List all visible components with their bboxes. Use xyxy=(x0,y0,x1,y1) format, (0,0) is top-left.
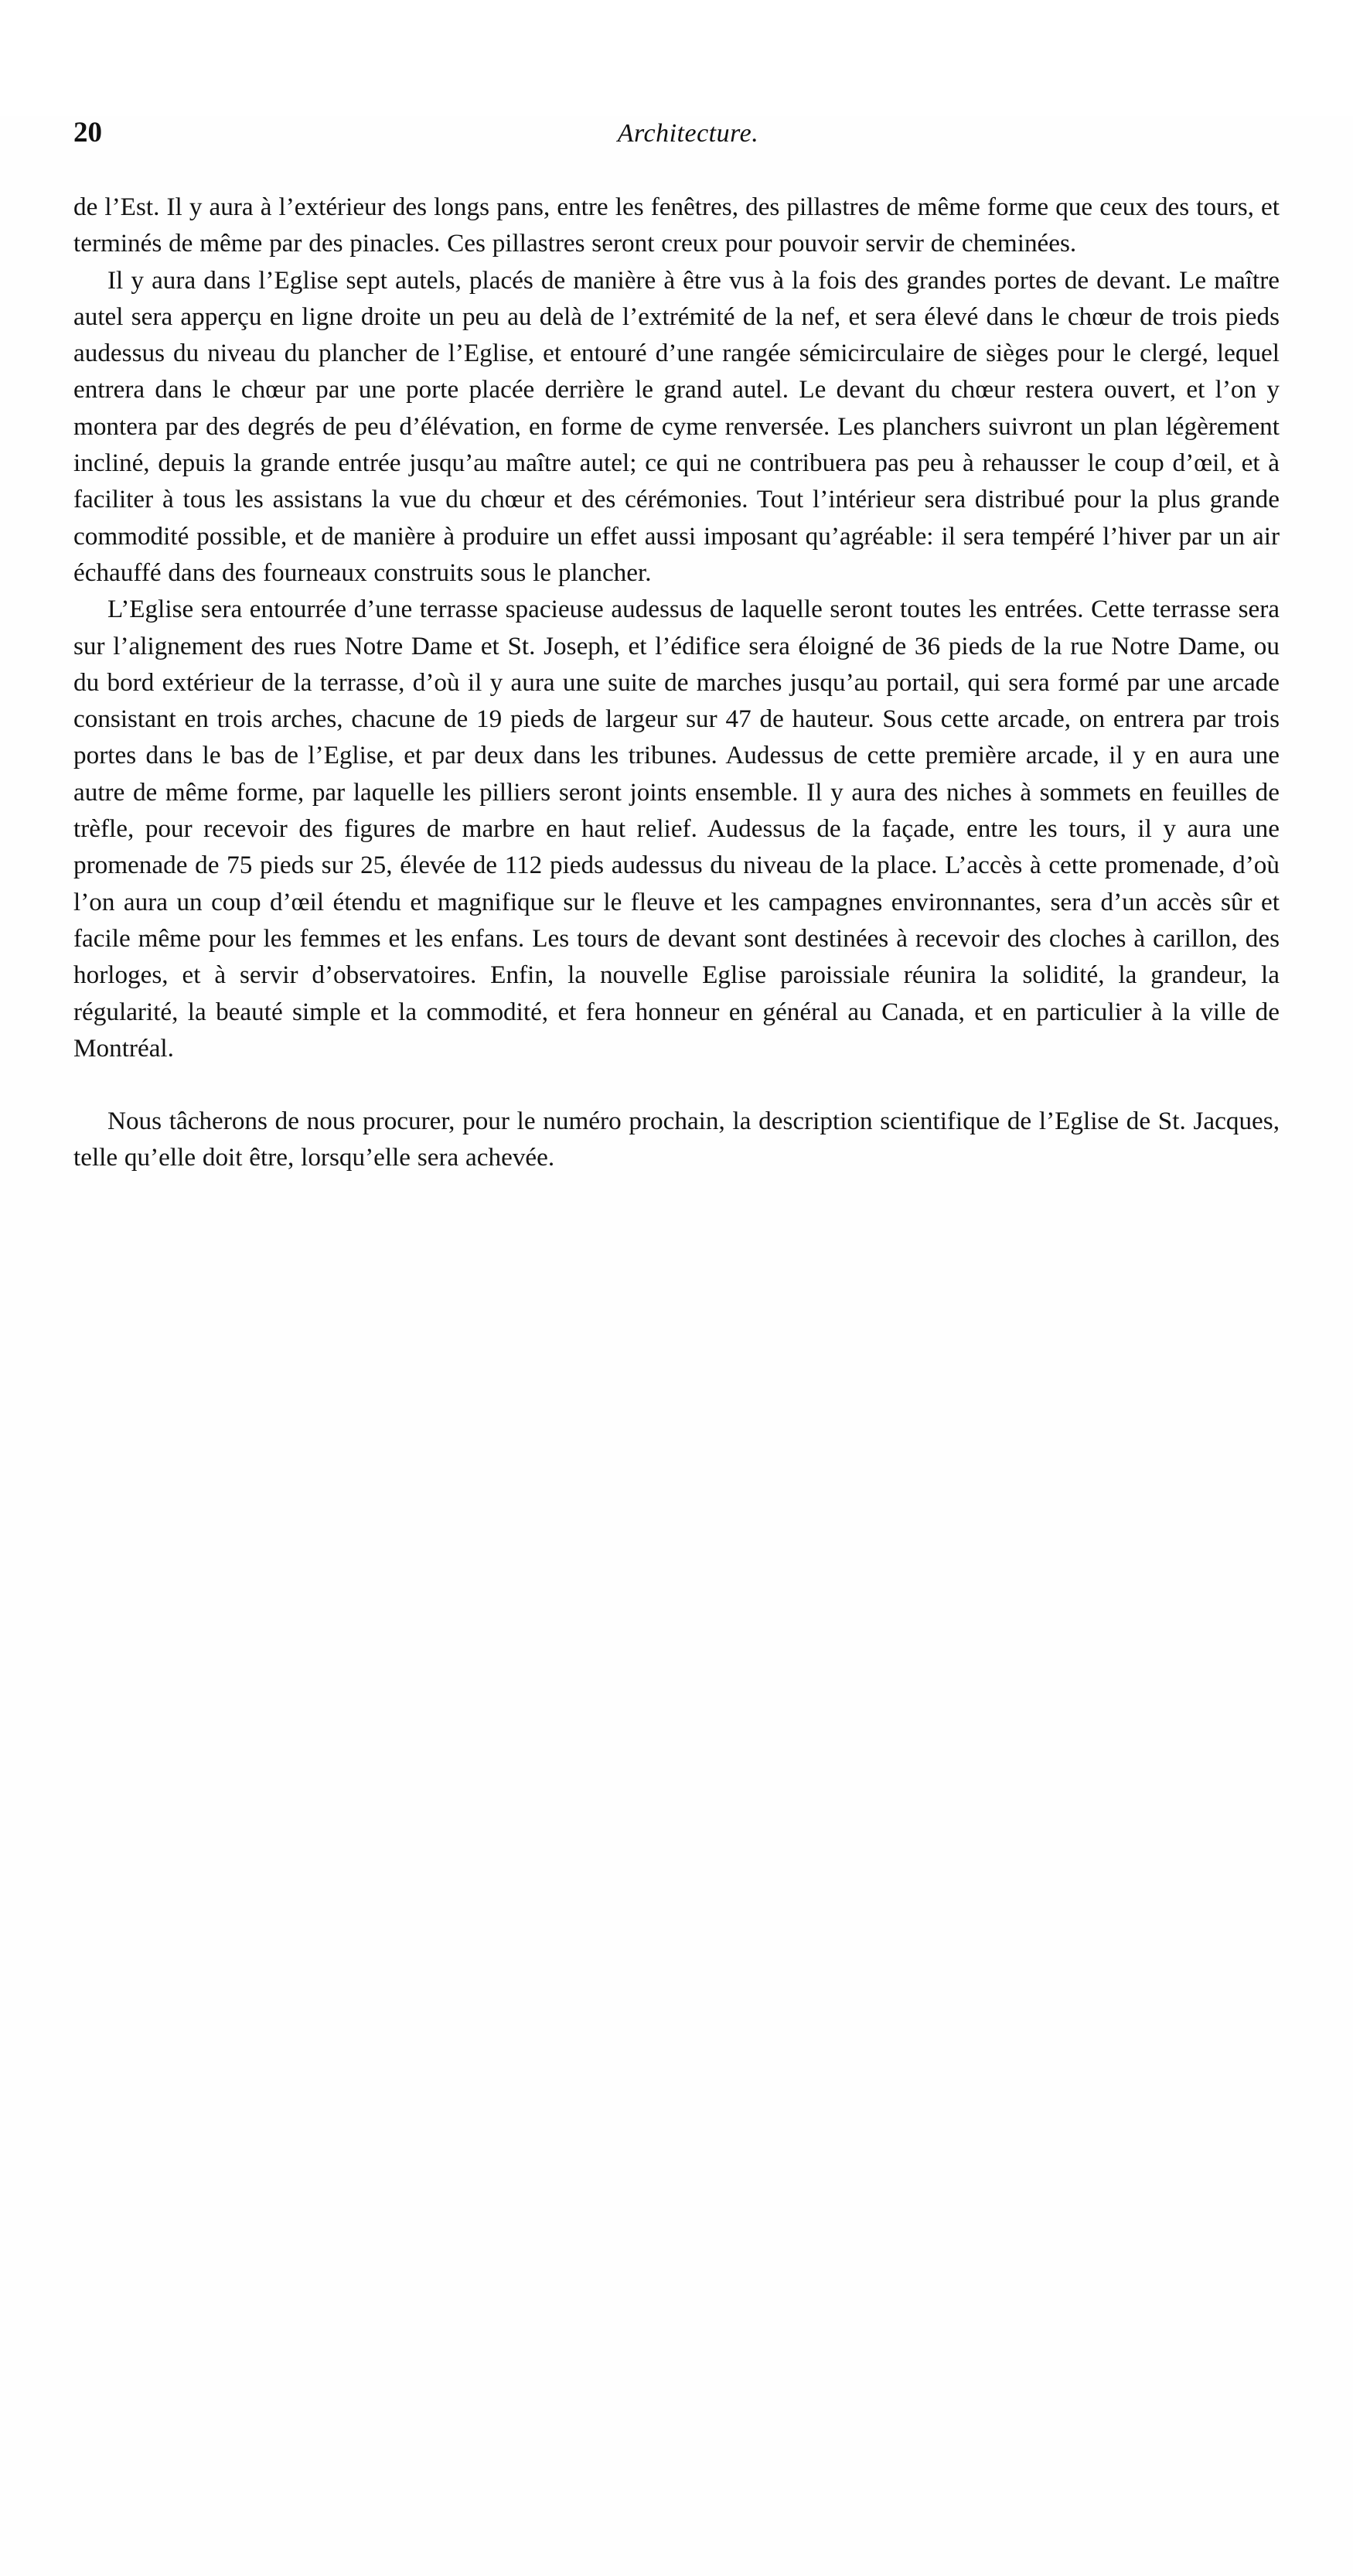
paragraph-1: de l’Est. Il y aura à l’extérieur des longs pans, entre les fenêtres, des pillastres de même forme que ceux des tours, et terminés de même par des pinacles. Ces pillastres seront creux pour pouvoir servir de cheminées. xyxy=(73,193,1280,258)
paragraph-2: Il y aura dans l’Eglise sept autels, placés de manière à être vus à la fois des grandes portes de devant. Le maître autel sera apperçu en ligne droite un peu au delà de l’extrémité de la nef, et sera élevé dans le chœur de trois pieds audessus du niveau du plancher de l’Eglise, et entouré d’une rangée sémicirculaire de sièges pour le clergé, lequel entrera dans le chœur par une porte placée derrière le grand autel. Le devant du chœur restera ouvert, et l’on y montera par des degrés de peu d’élévation, en forme de cyme renversée. Les planchers suivront un plan légèrement incliné, depuis la grande entrée jusqu’au maître autel; ce qui ne contribuera pas peu à rehausser le coup d’œil, et à faciliter à tous les assistans la vue du chœur et des cérémonies. Tout l’intérieur sera distribué pour la plus grande commodité possible, et de manière à produire un effet aussi imposant qu’agréable: il sera tempéré l’hiver par un air échauffé dans des fourneaux construits sous le plancher. xyxy=(73,265,1280,587)
document-page xyxy=(0,116,1353,2576)
page-header xyxy=(0,116,1353,162)
page-number: 20 xyxy=(73,117,102,148)
paragraph-3: L’Eglise sera entourrée d’une terrasse spacieuse audessus de laquelle seront toutes les entrées. Cette terrasse sera sur l’alignement des rues Notre Dame et St. Joseph, et l’édifice sera éloigné de 36 pieds de la rue Notre Dame, ou du bord extérieur de la terrasse, d’où il y aura une suite de marches jusqu’au portail, qui sera formé par une arcade consistant en trois arches, chacune de 19 pieds de largeur sur 47 de hauteur. Sous cette arcade, on entrera par trois portes dans le bas de l’Eglise, et par deux dans les tribunes. Audessus de cette première arcade, il y en aura une autre de même forme, par laquelle les pilliers seront joints ensemble. Il y aura des niches à sommets en feuilles de trèfle, pour recevoir des figures de marbre en haut relief. Audessus de la façade, entre les tours, il y aura une promenade de 75 pieds sur 25, élevée de 112 pieds audessus du niveau de la place. L’accès à cette promenade, d’où l’on aura un coup d’œil étendu et magnifique sur le fleuve et les campagnes environnantes, sera d’un accès sûr et facile même pour les femmes et les enfans. Les tours de devant sont destinées à recevoir des cloches à carillon, des horloges, et à servir d’observatoires. Enfin, la nouvelle Eglise paroissiale réunira la solidité, la grandeur, la régularité, la beauté simple et la commodité, et fera honneur en général au Canada, et en particulier à la ville de Montréal. xyxy=(73,595,1280,1063)
running-head: Architecture. xyxy=(617,119,759,148)
paragraph-4: Nous tâcherons de nous procurer, pour le numéro prochain, la description scientifique de l’Eglise de St. Jacques, telle qu’elle doit être, lorsqu’elle sera achevée. xyxy=(73,1107,1280,1172)
article-body xyxy=(73,189,1280,1176)
